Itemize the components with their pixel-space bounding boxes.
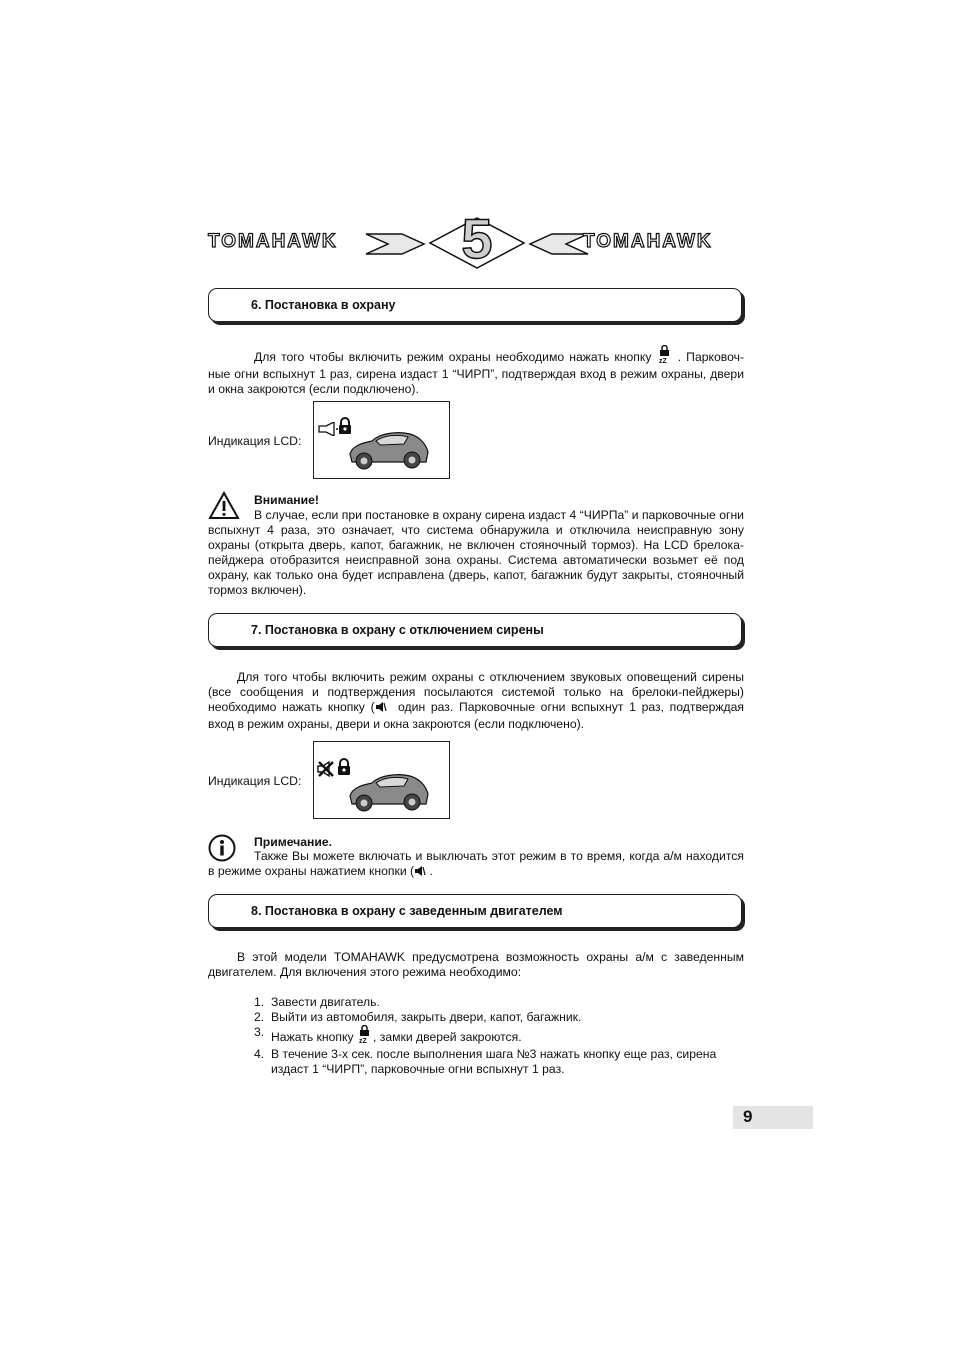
page-number-tab xyxy=(733,1106,813,1129)
section-8-intro xyxy=(208,950,744,980)
step-number: 2. xyxy=(254,1010,265,1024)
warning-title: Внимание! xyxy=(254,493,319,507)
list-item xyxy=(254,1047,734,1077)
brand-left: TOMAHAWK xyxy=(208,231,338,252)
section-7-title: 7. Постановка в охрану с отключением сирены xyxy=(251,623,544,637)
section-6-text-a: Для того чтобы включить режим охраны необходимо нажать кнопку xyxy=(254,350,652,364)
section-6-paragraph xyxy=(208,345,744,397)
section-6-text-c: ные огни вспыхнут 1 раз, сирена издаст 1 “ЧИРП”, подтверждая вход в режим охраны, двери и окна закроются (если подключено). xyxy=(208,367,744,396)
note-text-a: Также Вы можете включать и выключать этот режим в то время, когда а/м находится в режиме охраны нажатием кнопки ( xyxy=(208,849,744,878)
mute-icon xyxy=(375,701,387,717)
brand-right: TOMAHAWK xyxy=(583,231,713,252)
step-text: В течение 3-х сек. после выполнения шага №3 нажать кнопку еще раз, сирена издаст 1 “ЧИРП”, парковочные огни вспыхнут 1 раз. xyxy=(271,1047,717,1076)
lcd-label-7: Индикация LCD: xyxy=(208,774,302,788)
step-text: Выйти из автомобиля, закрыть двери, капот, багажник. xyxy=(271,1010,582,1024)
warning-body: В случае, если при постановке в охрану сирена издаст 4 “ЧИРПа” и парковочные огни вспыхнут 4 раза, это означает, что система обнаружила и отключила неисправную зону охраны (открыта дверь, капот, багажник, не включен стояночный тормоз). На LCD брелока-пейджера отобразится неисправной зона охраны. Система автоматически возьмет её под охрану, как только она будет исправлена (дверь, капот, багажник будут закрыты, стояночный тормоз включен). xyxy=(208,508,744,597)
step-text: Завести двигатель. xyxy=(271,995,380,1009)
lock-zz-icon xyxy=(657,345,673,367)
step-text: Нажать кнопку xyxy=(271,1030,354,1044)
steps-list xyxy=(254,995,734,1077)
svg-text:zZ: zZ xyxy=(658,358,667,363)
model-number: 5 xyxy=(461,207,493,270)
section-7-header xyxy=(208,613,742,647)
section-6-text-b: . Парковоч- xyxy=(677,350,745,364)
section-7-text-b: один раз. Парковочные огни вспыхнут 1 раз, подтверждая вход в режим охраны, двери и окна закроются (если подключено). xyxy=(208,700,744,731)
lcd-display-7 xyxy=(313,741,450,819)
section-7-text-a: Для того чтобы включить режим охраны с отключением звуковых оповещений сирены (все сообщения и подтверждения посылаются системой только на брелоки-пейджеры) необходимо нажать кнопку ( xyxy=(208,670,744,714)
lcd-label-6: Индикация LCD: xyxy=(208,434,302,448)
list-item xyxy=(254,1025,734,1047)
car-icon xyxy=(346,768,430,814)
lock-zz-icon xyxy=(357,1025,373,1047)
lcd-display-6 xyxy=(313,401,450,479)
note-title: Примечание. xyxy=(254,835,333,849)
svg-text:zZ: zZ xyxy=(358,1038,367,1043)
section-6-title: 6. Постановка в охрану xyxy=(251,298,396,312)
note-text xyxy=(208,849,744,881)
car-icon xyxy=(346,426,430,472)
step-number: 1. xyxy=(254,995,265,1009)
list-item xyxy=(254,1010,734,1025)
step-text-b: , замки дверей закроются. xyxy=(372,1030,522,1044)
mute-icon xyxy=(414,865,426,881)
warning-text xyxy=(208,508,744,598)
section-7-paragraph xyxy=(208,670,744,732)
section-8-title: 8. Постановка в охрану с заведенным двигателем xyxy=(251,904,563,918)
step-number: 4. xyxy=(254,1047,265,1061)
horn-icon xyxy=(318,422,338,436)
section-6-header xyxy=(208,288,742,322)
step-number: 3. xyxy=(254,1025,265,1039)
section-8-intro-text: В этой модели TOMAHAWK предусмотрена возможность охраны а/м с заведенным двигателем. Для включения этого режима необходимо: xyxy=(208,950,744,979)
list-item xyxy=(254,995,734,1010)
note-text-b: . xyxy=(429,864,433,878)
mute-horn-icon xyxy=(317,760,335,778)
page-number: 9 xyxy=(743,1107,753,1126)
section-8-header xyxy=(208,894,742,928)
